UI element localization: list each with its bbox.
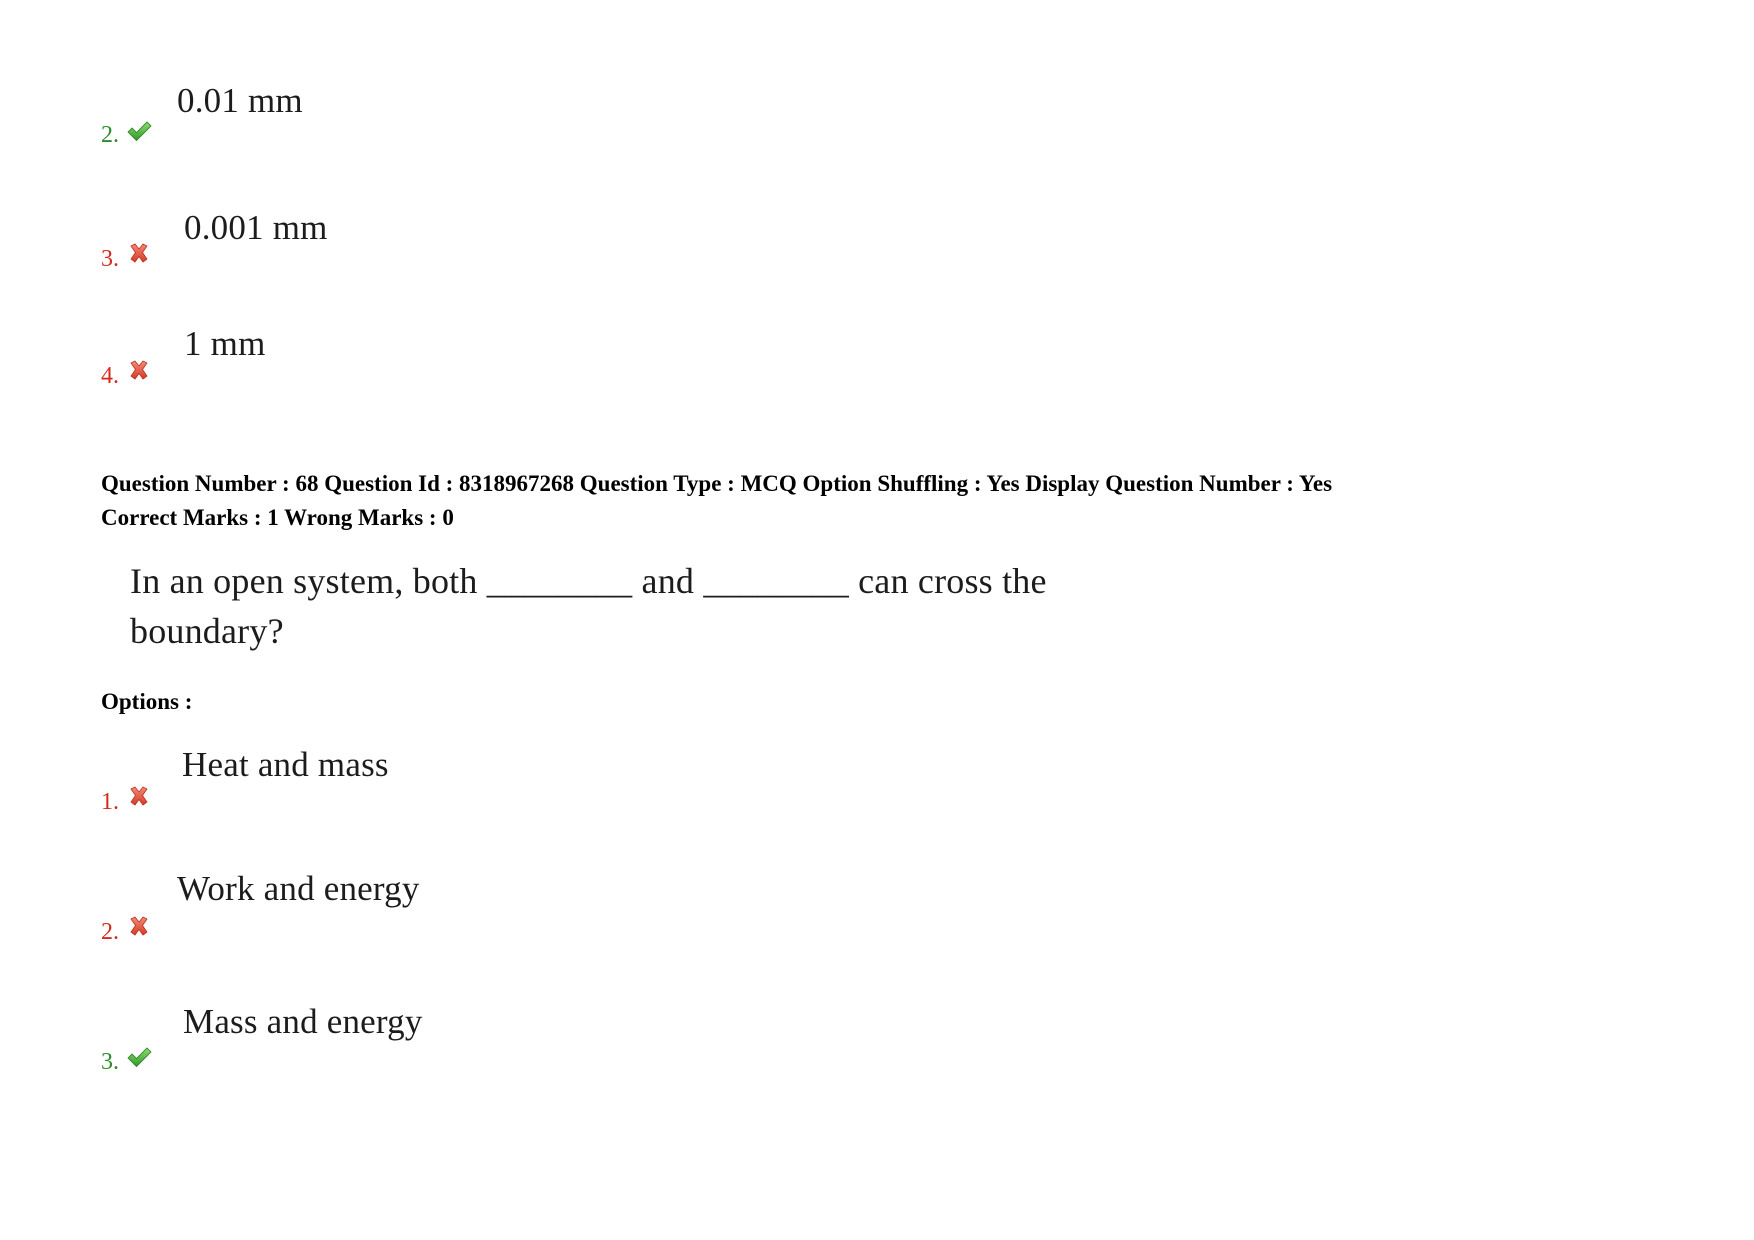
cross-icon — [126, 360, 152, 382]
option-text: Heat and mass — [182, 745, 389, 784]
option-text: 0.001 mm — [184, 208, 328, 247]
option-text: Mass and energy — [183, 1002, 423, 1041]
check-icon — [126, 120, 152, 142]
check-icon — [126, 1046, 152, 1068]
option-text: 1 mm — [184, 324, 266, 363]
option-number: 4. — [101, 363, 119, 389]
option-number: 1. — [101, 789, 119, 815]
options-label: Options : — [101, 689, 193, 714]
question-text-line-2: boundary? — [130, 611, 284, 651]
option-number: 2. — [101, 122, 119, 148]
question-text-line-1: In an open system, both ________ and ________ can cross the — [130, 561, 1047, 601]
question-meta-line-1: Question Number : 68 Question Id : 8318967268 Question Type : MCQ Option Shuffling : Yes Display Question Number : Yes — [101, 471, 1333, 496]
option-number: 2. — [101, 919, 119, 945]
cross-icon — [126, 916, 152, 938]
question-text — [130, 556, 1090, 656]
option-number: 3. — [101, 1049, 119, 1075]
option-text: Work and energy — [177, 869, 420, 908]
question-meta-line-2: Correct Marks : 1 Wrong Marks : 0 — [101, 505, 454, 530]
cross-icon — [126, 243, 152, 265]
option-text: 0.01 mm — [177, 81, 303, 120]
cross-icon — [126, 786, 152, 808]
option-number: 3. — [101, 246, 119, 272]
